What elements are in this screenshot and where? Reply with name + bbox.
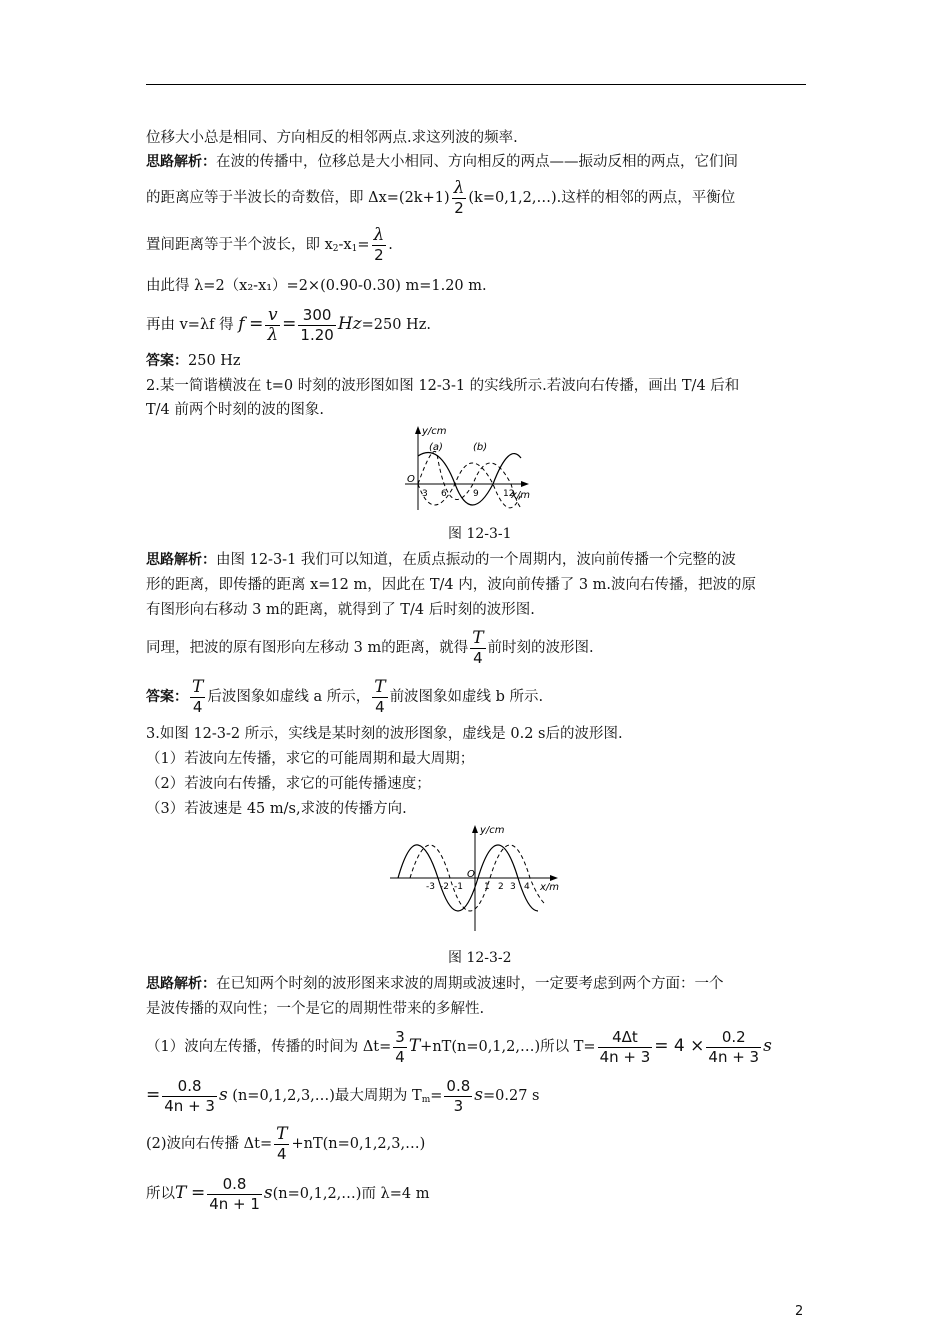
fig1-tick-9: 9 <box>473 489 479 499</box>
fraction-T-over-4-c: $\frac{T}{4}$ <box>276 1123 288 1163</box>
fig1-tag-a: (a) <box>429 442 443 453</box>
y-axis-arrow <box>415 426 421 434</box>
fraction-lambda-over-2-b: $\frac{\lambda}{2}$ <box>373 224 385 264</box>
fig1-tick-3: 3 <box>422 489 428 499</box>
fig2-tick-minus2: -2 <box>440 882 449 892</box>
fig2-xlabel: x/m <box>540 882 560 893</box>
fraction-T-over-4-b: $\frac{T}{4}$ <box>374 676 386 716</box>
analysis-3-line1: 思路解析：在已知两个时刻的波形图来求波的周期或波速时，一定要考虑到两个方面：一个 <box>146 976 724 992</box>
figure-12-3-1 <box>403 424 533 516</box>
fraction-08-over-4n3: $\frac{0.8}{4n + 3}$ <box>164 1076 215 1115</box>
fraction-T-over-4: $\frac{T}{4}$ <box>472 627 484 667</box>
fig2-tick-1: 1 <box>484 882 490 892</box>
analysis-1-line1: 思路解析：在波的传播中，位移总是大小相同、方向相反的两点——振动反相的两点，它们间 <box>146 154 738 170</box>
figure-12-3-2-caption: 图 12-3-2 <box>448 950 512 966</box>
fig1-origin: O <box>407 474 415 485</box>
q2-line2: T/4 前两个时刻的波的图象. <box>146 402 324 418</box>
dashed-wave-a <box>418 463 521 508</box>
figure-12-3-2 <box>388 823 568 933</box>
analysis-1-line2: 的距离应等于半波长的奇数倍，即 Δx=(2k+1) $\frac{\lambda}{2}$ (k=0,1,2,…).这样的相邻的两点，平衡位 <box>146 177 736 217</box>
fig1-tick-12: 12 <box>503 489 515 499</box>
x-axis-arrow <box>550 875 558 881</box>
q3-line1: 3.如图 12-3-2 所示，实线是某时刻的波形图象，虚线是 0.2 s后的波形图. <box>146 726 623 742</box>
fraction-08-over-4n1: $\frac{0.8}{4n + 1}$ <box>209 1174 260 1213</box>
y-axis-arrow <box>472 825 478 833</box>
page-number: 2 <box>795 1304 804 1319</box>
fraction-3-over-4: $\frac{3}{4}$ <box>395 1027 405 1066</box>
x-axis-arrow <box>521 481 529 487</box>
analysis-3-line5: (2)波向右传播 Δt= $\frac{T}{4}$ +nT(n=0,1,2,3,…) <box>146 1123 426 1163</box>
fig2-tick-2: 2 <box>498 882 504 892</box>
q1-tail: 位移大小总是相同、方向相反的相邻两点.求这列波的频率. <box>146 130 518 146</box>
fraction-300-over-120: $\frac{300}{1.20}$ <box>300 305 334 344</box>
fraction-v-over-lambda: $\frac{v}{\lambda}$ <box>267 304 279 345</box>
analysis-2-line4: 同理，把波的原有图形向左移动 3 m的距离，就得 $\frac{T}{4}$ 前时刻的波形图. <box>146 627 594 667</box>
fraction-02-over-4n3: $\frac{0.2}{4n + 3}$ <box>708 1027 760 1066</box>
analysis-2-line3: 有图形向右移动 3 m的距离，就得到了 T/4 后时刻的波形图. <box>146 602 535 618</box>
header-rule <box>146 84 806 85</box>
answer-2: 答案： $\frac{T}{4}$ 后波图象如虚线 a 所示， $\frac{T}{4}$ 前波图象如虚线 b 所示. <box>146 676 544 716</box>
fraction-4dt-over-4n3: $\frac{4\Delta t}{4n + 3}$ <box>599 1027 651 1066</box>
fig1-ylabel: y/cm <box>422 426 447 437</box>
fig2-tick-minus1: -1 <box>454 882 463 892</box>
fig2-origin: O <box>467 869 475 880</box>
fraction-T-over-4-a: $\frac{T}{4}$ <box>192 676 204 716</box>
analysis-2-line2: 形的距离，即传播的距离 x=12 m，因此在 T/4 内，波向前传播了 3 m.波向右传播，把波的原 <box>146 577 757 593</box>
fig1-tag-b: (b) <box>473 442 488 453</box>
answer-1: 答案：250 Hz <box>146 353 241 369</box>
analysis-3-line3: （1）波向左传播，传播的时间为 Δt= $\frac{3}{4}$ T+nT(n=0,1,2,…)所以 T= $\frac{4\Delta t}{4n + 3}$ = 4 × $\frac{0.2}{4n + 3}$ s <box>146 1027 772 1066</box>
q3-line2: （1）若波向左传播，求它的可能周期和最大周期； <box>146 751 475 767</box>
analysis-3-line4: = $\frac{0.8}{4n + 3}$ s (n=0,1,2,3,…)最大周期为 $T_m=$ $\frac{0.8}{3}$ s=0.27 s <box>146 1076 540 1115</box>
analysis-3-line6: 所以T = $\frac{0.8}{4n + 1}$ s(n=0,1,2,…)而 λ=4 m <box>146 1174 430 1213</box>
q2-line1: 2.某一简谐横波在 t=0 时刻的波形图如图 12-3-1 的实线所示.若波向右传播，画出 T/4 后和 <box>146 378 740 394</box>
fig2-tick-3: 3 <box>510 882 516 892</box>
analysis-2-line1: 思路解析：由图 12-3-1 我们可以知道，在质点振动的一个周期内，波向前传播一个完整的波 <box>146 552 736 568</box>
analysis-1-line4: 由此得 λ=2（x₂-x₁）=2×(0.90-0.30) m=1.20 m. <box>146 278 487 294</box>
figure-12-3-1-caption: 图 12-3-1 <box>448 526 512 542</box>
q3-line4: （3）若波速是 45 m/s,求波的传播方向. <box>146 801 407 817</box>
q3-line3: （2）若波向右传播，求它的可能传播速度； <box>146 776 431 792</box>
fraction-08-over-3: $\frac{0.8}{3}$ <box>446 1076 471 1115</box>
analysis-1-line5: 再由 v=λf 得 f = $\frac{v}{\lambda}$ = $\frac{300}{1.20}$ Hz=250 Hz. <box>146 304 431 345</box>
fig1-xlabel: x/m <box>511 490 531 501</box>
fig1-tick-6: 6 <box>441 489 447 499</box>
fraction-lambda-over-2: $\frac{\lambda}{2}$ <box>453 177 465 217</box>
fig2-tick-4: 4 <box>524 882 530 892</box>
analysis-3-line2: 是波传播的双向性；一个是它的周期性带来的多解性. <box>146 1001 485 1017</box>
fig2-tick-minus3: -3 <box>426 882 435 892</box>
analysis-label: 思路解析： <box>146 154 216 170</box>
analysis-1-line3: 置间距离等于半个波长，即 $x_2-x_1=$ $\frac{\lambda}{2}$ . <box>146 224 393 264</box>
fig2-ylabel: y/cm <box>480 825 505 836</box>
